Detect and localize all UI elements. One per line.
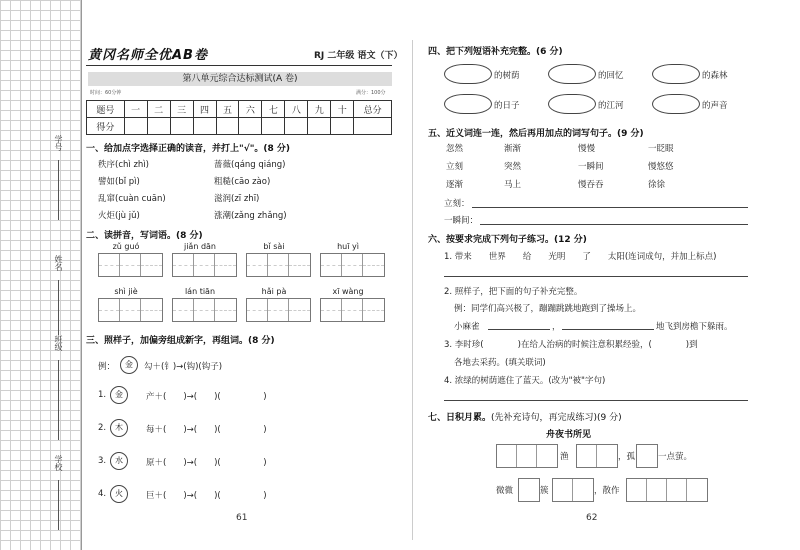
pinyin-label: zǔ guó (112, 242, 140, 251)
item-number: 3. (98, 456, 107, 466)
synonym-word[interactable]: 一眨眼 (648, 144, 674, 154)
section-4-title: 四、把下列短语补充完整。(6 分) (428, 47, 563, 57)
writing-boxes[interactable] (320, 298, 385, 322)
student-id-line (58, 160, 59, 220)
name-line (58, 280, 59, 335)
synonym-word[interactable]: 徐徐 (648, 180, 666, 190)
radical-circle: 金 (110, 386, 128, 404)
pronunciation-item[interactable]: 粗糙(cāo zào) (214, 177, 271, 187)
pinyin-label: hǎi pà (261, 287, 287, 296)
pronunciation-item[interactable]: 火炬(jù jǔ) (98, 211, 140, 221)
score-cell: 三 (170, 101, 193, 118)
synonym-word[interactable]: 忽然 (446, 144, 464, 154)
synonym-word[interactable]: 慢悠悠 (648, 162, 674, 172)
poem-boxes[interactable] (636, 444, 658, 468)
pronunciation-item[interactable]: 乱窜(cuàn cuān) (98, 194, 166, 204)
cloud-blank[interactable] (444, 64, 492, 84)
score-input[interactable] (262, 118, 285, 135)
brand-title: 黄冈名师全优AB卷 (88, 48, 208, 63)
cloud-blank[interactable] (652, 64, 700, 84)
question-4: 4. 浓绿的树荫遮住了蓝天。(改为"被"字句) (444, 376, 606, 386)
pronunciation-item[interactable]: 秩序(chì zhì) (98, 160, 149, 170)
item-number: 2. (98, 423, 107, 433)
answer-blank[interactable] (488, 329, 550, 330)
score-cell: 一 (124, 101, 147, 118)
radical-exercise[interactable]: 巨＋( )→( )( ) (146, 491, 267, 501)
poem-boxes[interactable] (518, 478, 540, 502)
poem-text: 微微 (496, 486, 514, 496)
phrase-suffix: 的森林 (702, 71, 728, 81)
cloud-blank[interactable] (444, 94, 492, 114)
score-input[interactable] (285, 118, 308, 135)
answer-line[interactable] (480, 224, 748, 225)
section-6-title: 六、按要求完成下列句子练习。(12 分) (428, 235, 587, 245)
question-3-cont: 各地去采药。(填关联词) (454, 358, 546, 368)
phrase-suffix: 的日子 (494, 101, 520, 111)
question-2-subject: 小麻雀 (454, 322, 480, 332)
cloud-blank[interactable] (548, 64, 596, 84)
score-input[interactable] (170, 118, 193, 135)
score-header-row (87, 101, 392, 118)
poem-boxes[interactable] (626, 478, 708, 502)
writing-boxes[interactable] (172, 298, 237, 322)
writing-boxes[interactable] (98, 298, 163, 322)
radical-circle: 金 (120, 356, 138, 374)
school-line (58, 480, 59, 530)
cloud-blank[interactable] (548, 94, 596, 114)
radical-circle: 水 (110, 452, 128, 470)
pinyin-label: bǐ sài (263, 242, 285, 251)
pronunciation-item[interactable]: 滋润(zī zhī) (214, 194, 260, 204)
sentence-label: 一瞬间： (444, 216, 479, 226)
answer-blank[interactable] (562, 329, 654, 330)
phrase-suffix: 的树荫 (494, 71, 520, 81)
synonym-word[interactable]: 一瞬间 (578, 162, 604, 172)
score-cell: 十 (331, 101, 354, 118)
radical-exercise[interactable]: 原＋( )→( )( ) (146, 458, 267, 468)
time-limit: 时间：60分钟 (90, 90, 122, 96)
score-cell: 六 (239, 101, 262, 118)
pinyin-label: huī yì (337, 242, 359, 251)
section-5-title: 五、近义词连一连，然后再用加点的词写句子。(9 分) (428, 129, 644, 139)
grade-label: RJ 二年级 语文（下） (314, 51, 403, 61)
binding-margin-grid (0, 0, 82, 550)
poem-text: 簇 (540, 486, 549, 496)
synonym-word[interactable]: 立刻 (446, 162, 464, 172)
poem-text: 渔 (560, 452, 569, 462)
question-3[interactable]: 3. 李时珍( )在给人治病的时候注意积累经验，( )到 (444, 340, 698, 350)
writing-boxes[interactable] (320, 253, 385, 277)
poem-text: 一点萤。 (658, 452, 693, 462)
section-3-title: 三、照样子，加偏旁组成新字，再组词。(8 分) (86, 336, 275, 346)
synonym-word[interactable]: 慢吞吞 (578, 180, 604, 190)
score-row-label: 得分 (87, 118, 125, 135)
score-input[interactable] (124, 118, 147, 135)
score-input[interactable] (147, 118, 170, 135)
score-input[interactable] (308, 118, 331, 135)
radical-circle: 木 (110, 419, 128, 437)
full-score: 满分：100分 (356, 90, 386, 96)
score-cell: 二 (147, 101, 170, 118)
poem-text: ，散作 (594, 486, 620, 496)
phrase-suffix: 的声音 (702, 101, 728, 111)
section-2-title: 二、读拼音，写词语。(8 分) (86, 231, 203, 241)
score-input[interactable] (354, 118, 392, 135)
question-2-ending: 地飞到房檐下躲雨。 (656, 322, 733, 332)
score-cell: 四 (193, 101, 216, 118)
score-cell: 七 (262, 101, 285, 118)
synonym-word[interactable]: 渐渐 (504, 144, 522, 154)
poem-title: 舟夜书所见 (546, 430, 592, 440)
writing-boxes[interactable] (246, 253, 311, 277)
question-1: 1. 带来 世界 给 光明 了 太阳(连词成句，并加上标点) (444, 252, 717, 262)
score-input[interactable] (239, 118, 262, 135)
item-number: 1. (98, 390, 107, 400)
radical-circle: 火 (110, 485, 128, 503)
pinyin-label: jiǎn dān (183, 242, 216, 251)
class-line (58, 360, 59, 440)
score-cell: 九 (308, 101, 331, 118)
score-input[interactable] (216, 118, 239, 135)
example-prefix: 例： (98, 362, 116, 372)
answer-line[interactable] (472, 207, 748, 208)
poem-text: ，孤 (618, 452, 636, 462)
score-input[interactable] (331, 118, 354, 135)
writing-boxes[interactable] (246, 298, 311, 322)
pronunciation-item[interactable]: 涨潮(zǎng zhǎng) (214, 211, 287, 221)
student-id-label: 学号 (54, 135, 63, 151)
answer-line[interactable] (444, 400, 748, 401)
synonym-word[interactable]: 慢慢 (578, 144, 596, 154)
writing-boxes[interactable] (98, 253, 163, 277)
pronunciation-item[interactable]: 蔷薇(qáng qiáng) (214, 160, 286, 170)
score-input-row (87, 118, 392, 135)
score-input[interactable] (193, 118, 216, 135)
question-2-example: 例：同学们高兴极了，蹦蹦跳跳地跑到了操场上。 (454, 304, 642, 314)
question-2: 2. 照样子，把下面的句子补充完整。 (444, 287, 583, 297)
radical-exercise[interactable]: 产＋( )→( )( ) (146, 392, 267, 402)
class-label: 班级 (54, 335, 63, 351)
school-label: 学校 (54, 455, 63, 471)
sentence-label: 立刻： (444, 199, 470, 209)
score-cell: 八 (285, 101, 308, 118)
name-label: 姓名 (54, 255, 63, 271)
radical-exercise[interactable]: 每＋( )→( )( ) (146, 425, 267, 435)
section-1-title: 一、给加点字选择正确的读音，并打上"√"。(8 分) (86, 144, 291, 154)
phrase-suffix: 的江河 (598, 101, 624, 111)
synonym-word[interactable]: 逐渐 (446, 180, 464, 190)
pinyin-label: lán tiān (184, 287, 216, 296)
score-cell: 总分 (354, 101, 392, 118)
answer-line[interactable] (444, 276, 748, 277)
pinyin-label: shì jiè (114, 287, 138, 296)
example-text: 勾＋(钅)→(钩)(钩子) (144, 362, 223, 372)
synonym-word[interactable]: 马上 (504, 180, 522, 190)
poem-boxes[interactable] (576, 444, 618, 468)
poem-boxes[interactable] (552, 478, 594, 502)
phrase-suffix: 的回忆 (598, 71, 624, 81)
writing-boxes[interactable] (172, 253, 237, 277)
pinyin-label: xī wàng (332, 287, 364, 296)
score-table (86, 100, 392, 135)
poem-boxes[interactable] (496, 444, 558, 468)
section-7-title: 七、日积月累。(先补充诗句，再完成练习)(9 分) (428, 413, 622, 423)
page-number-left: 61 (236, 513, 248, 523)
page-number-right: 62 (586, 513, 598, 523)
score-cell: 题号 (87, 101, 125, 118)
cloud-blank[interactable] (652, 94, 700, 114)
score-cell: 五 (216, 101, 239, 118)
page-divider (412, 40, 413, 540)
test-title: 第八单元综合达标测试(A 卷) (88, 72, 392, 86)
synonym-word[interactable]: 突然 (504, 162, 522, 172)
pronunciation-item[interactable]: 譬如(bǐ pì) (98, 177, 140, 187)
item-number: 4. (98, 489, 107, 499)
comma: ， (552, 322, 561, 332)
